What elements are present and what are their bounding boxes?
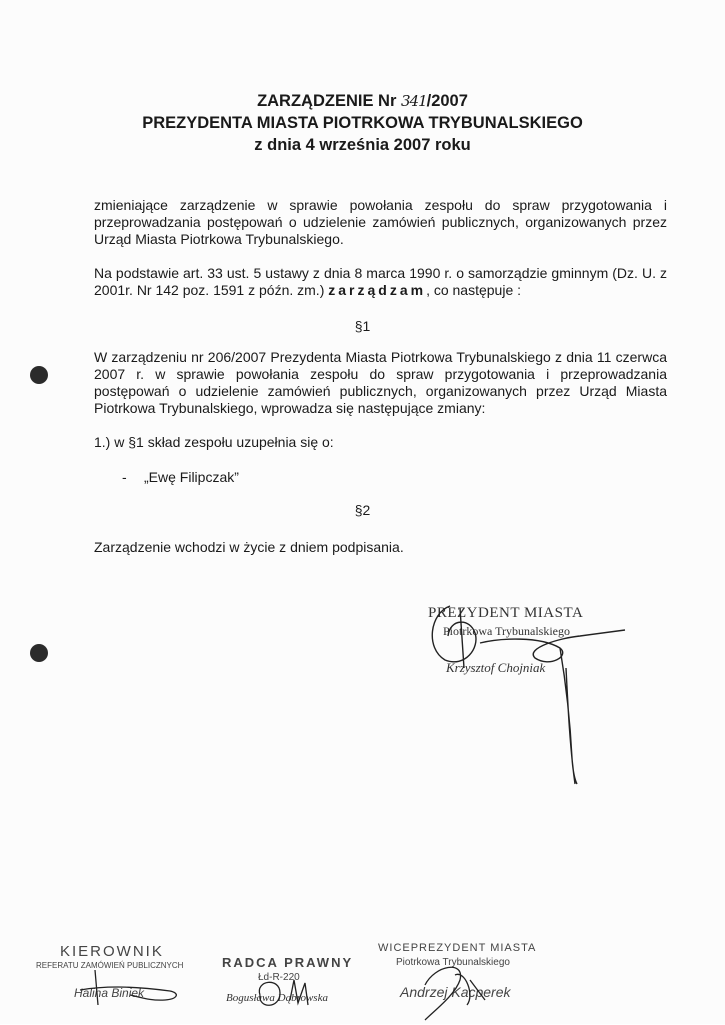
radca-stamp-title: RADCA PRAWNY	[222, 955, 354, 970]
legal-basis-text: Na podstawie art. 33 ust. 5 ustawy z dnia 8 marca 1990 r. o samorządzie gminnym (Dz. U. z 2001r. Nr 142 poz. 1591 z późn. zm.)	[94, 265, 667, 298]
bullet-dash: -	[122, 469, 127, 485]
point-1: 1.) w §1 skład zespołu uzupełnia się o:	[94, 434, 334, 450]
radca-stamp-code: Łd-R-220	[258, 972, 300, 983]
kierownik-stamp-title: KIEROWNIK	[60, 943, 164, 960]
vice-signature	[405, 955, 525, 1025]
handwritten-number: 341	[400, 92, 427, 110]
president-stamp-city: Piotrkowa Trybunalskiego	[443, 624, 571, 638]
president-stamp-name: Krzysztof Chojniak	[446, 660, 546, 675]
radca-stamp-name: Bogusława Dąbrowska	[226, 992, 328, 1004]
section-2-paragraph: Zarządzenie wchodzi w życie z dniem podpisania.	[94, 539, 404, 555]
punch-hole-top	[30, 366, 48, 384]
president-stamp-title: PREZYDENT MIASTA	[428, 605, 584, 621]
vice-stamp-name: Andrzej Kacperek	[400, 984, 511, 1000]
intro-paragraph: zmieniające zarządzenie w sprawie powołania zespołu do spraw przygotowania i przeprowadzania postępowań o udzielenie zamówień publicznych, organizowanych przez Urząd Miasta Piotrkowa Trybunalskiego.	[94, 197, 667, 247]
legal-basis-end: , co następuje :	[426, 282, 522, 298]
punch-hole-bottom	[30, 644, 48, 662]
vice-stamp-city: Piotrkowa Trybunalskiego	[396, 957, 510, 968]
president-signature	[420, 598, 630, 788]
document-title	[0, 92, 725, 111]
title-issuer: PREZYDENTA MIASTA PIOTRKOWA TRYBUNALSKIEGO	[142, 114, 583, 132]
kierownik-stamp-name: Halina Biniek	[74, 986, 145, 1000]
radca-signature	[250, 975, 330, 1015]
title-suffix: /2007	[426, 92, 468, 110]
title-prefix: ZARZĄDZENIE Nr	[257, 92, 401, 110]
section-2-heading: §2	[354, 502, 371, 518]
vice-stamp-title: WICEPREZYDENT MIASTA	[378, 942, 537, 954]
kierownik-signature	[70, 965, 190, 1015]
legal-basis-paragraph	[94, 265, 667, 299]
bullet-item-1: „Ewę Filipczak”	[144, 469, 239, 485]
title-date: z dnia 4 września 2007 roku	[254, 136, 471, 154]
section-1-paragraph: W zarządzeniu nr 206/2007 Prezydenta Miasta Piotrkowa Trybunalskiego z dnia 11 czerwca 2007 r. w sprawie powołania zespołu do spraw przygotowania i przeprowadzania postępowań o udzielenie zamówień publicznych, organizowanych przez Urząd Miasta Piotrkowa Trybunalskiego, wprowadza się następujące zmiany:	[94, 349, 667, 416]
decree-keyword: zarządzam	[328, 282, 427, 298]
section-1-heading: §1	[354, 318, 371, 334]
kierownik-stamp-dept: REFERATU ZAMÓWIEŃ PUBLICZNYCH	[36, 961, 184, 970]
